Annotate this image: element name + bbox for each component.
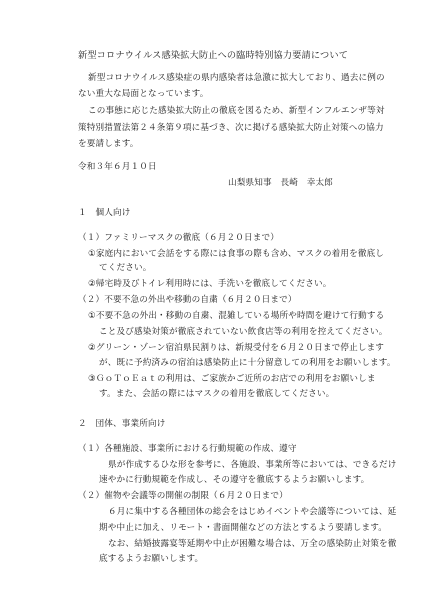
document-date: 令和３年６月１０日	[78, 162, 157, 172]
item-line: なお、結婚披露宴等延期や中止が困難な場合は、万全の感染防止対策を徹	[108, 539, 397, 549]
item-line: 期や中止に加え、リモート・書面開催などの方法とするよう要請します。	[99, 523, 388, 533]
intro-line: を要請します。	[78, 139, 139, 149]
intro-line: 新型コロナウイルス感染症の県内感染者は急激に拡大しており、過去に例の	[88, 73, 385, 83]
item-heading: （１）ファミリーマスクの徹底（６月２０日まで）	[78, 233, 279, 243]
signature: 山梨県知事 長崎 幸太郎	[228, 178, 333, 188]
item-line: が、既に予約済みの宿泊は感染防止に十分留意しての利用をお願いします。	[99, 358, 396, 368]
item-line: ②グリーン・ゾーン宿泊県民割りは、新規受付を６月２０日まで停止します	[88, 343, 385, 353]
intro-line: この事態に応じた感染拡大防止の徹底を図るため、新型インフルエンザ等対	[88, 106, 385, 116]
item-line: こと及び感染対策が徹底されていない飲食店等の利用を控えてください。	[99, 327, 388, 337]
item-line: す。また、会話の際にはマスクの着用を徹底してください。	[99, 389, 335, 399]
item-heading: （２）不要不急の外出や移動の自粛（６月２０日まで）	[78, 295, 297, 305]
item-line: ①不要不急の外出・移動の自粛、混雑している場所や時間を避けて行動する	[88, 311, 385, 321]
item-heading: （１）各種施設、事業所における行動規範の作成、遵守	[78, 444, 297, 454]
item-line: ②帰宅時及びトイレ利用時には、手洗いを徹底してください。	[88, 279, 332, 289]
item-heading: （２）催物や会議等の開催の制限（６月２０日まで）	[78, 491, 288, 501]
intro-line: 策特別措置法第２４条第９項に基づき、次に掲げる感染拡大防止対策への協力	[78, 123, 384, 133]
intro-line: ない重大な局面となっています。	[78, 89, 209, 99]
item-line: ③ＧｏＴｏＥａｔの利用は、ご家族かご近所のお店での利用をお願いしま	[88, 374, 376, 384]
section-heading-individuals: １ 個人向け	[78, 208, 131, 218]
item-line: 県が作成するひな形を参考に、各施設、事業所等においては、できるだけ	[108, 460, 397, 470]
section-heading-organizations: ２ 団体、事業所向け	[78, 419, 166, 429]
item-line: てください。	[99, 263, 152, 273]
item-line: ①家庭内において会話をする際には食事の際も含め、マスクの着用を徹底し	[88, 249, 385, 259]
item-line: ６月に集中する各種団体の総会をはじめイベントや会議等については、延	[108, 507, 397, 517]
document-title: 新型コロナウイルス感染拡大防止への臨時特別協力要請について	[78, 50, 349, 61]
item-line: 底するようお願いします。	[99, 554, 204, 564]
item-line: 速やかに行動規範を作成し、その遵守を徹底するようお願いします。	[99, 475, 370, 485]
